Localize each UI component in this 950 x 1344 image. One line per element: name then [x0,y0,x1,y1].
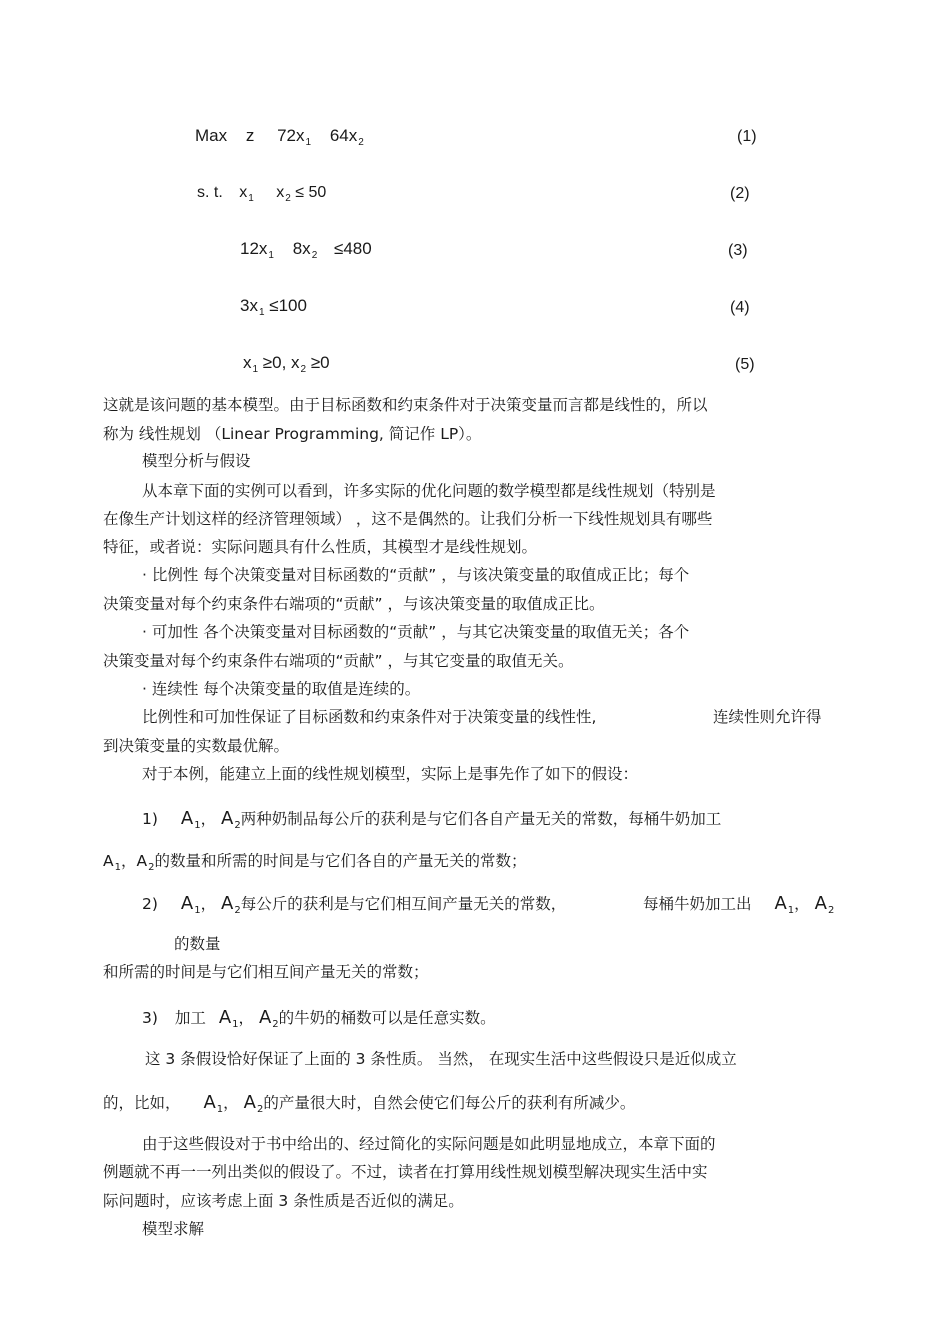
paragraph-line: 特征，或者说：实际问题具有什么性质，其模型才是线性规划。 [103,538,538,556]
constraint-3: $3x_1 \le 100$ [240,296,307,318]
paragraph-line: 由于这些假设对于书中给出的、经过简化的实际问题是如此明显地成立，本章下面的 [142,1135,716,1153]
bullet-proportionality: · 比例性 每个决策变量对目标函数的“贡献” ，与该决策变量的取值成正比；每个 [142,566,690,584]
equation-number-4: (4) [730,299,750,316]
constraint-1: s. t. $x_1$ $x_2 \le 50$ [197,184,327,204]
paragraph-line: 比例性和可加性保证了目标函数和约束条件对于决策变量的线性性, [142,708,597,726]
equation-number-2: (2) [730,185,750,202]
section-heading: 模型分析与假设 [142,452,251,470]
paragraph-line: 际问题时，应该考虑上面 3 条性质是否近似的满足。 [103,1192,464,1210]
paragraph-line: 这 3 条假设恰好保证了上面的 3 条性质。 当然， 在现实生活中这些假设只是近似成立 [145,1050,737,1068]
assumption-3: 3) 加工 $A_1$， $A_2$的牛奶的桶数可以是任意实数。 [142,1007,496,1030]
term-2: $64x_2$ [329,126,364,148]
equation-number-1: (1) [737,128,757,145]
term-1: $72x_1$ [277,126,312,148]
equation-number-3: (3) [728,242,748,259]
assumption-1-cont: $A_1$，$A_2$的数量和所需的时间是与它们各自的产量无关的常数； [103,852,527,873]
assumption-2-tail: 每桶牛奶加工出 $A_1$， $A_2$ [643,893,835,916]
z-symbol: z [245,126,255,145]
paragraph-line: 这就是该问题的基本模型。由于目标函数和约束条件对于决策变量而言都是线性的，所以 [103,396,708,414]
constraint-4: $x_1 \ge 0$, $x_2 \ge 0$ [243,353,330,375]
paragraph-line: 决策变量对每个约束条件右端项的“贡献” ，与其它变量的取值无关。 [103,652,574,670]
paragraph-line: 在像生产计划这样的经济管理领域） ，这不是偶然的。让我们分析一下线性规划具有哪些 [103,510,713,528]
paragraph-line: 决策变量对每个约束条件右端项的“贡献” ，与该决策变量的取值成正比。 [103,595,605,613]
bullet-additivity: · 可加性 各个决策变量对目标函数的“贡献” ，与其它决策变量的取值无关；各个 [142,623,690,641]
paragraph-line: 例题就不再一一列出类似的假设了。不过，读者在打算用线性规划模型解决现实生活中实 [103,1163,708,1181]
paragraph-line: 对于本例，能建立上面的线性规划模型，实际上是事先作了如下的假设： [142,765,639,783]
assumption-2: 2) $A_1$， $A_2$每公斤的获利是与它们相互间产量无关的常数， [142,893,567,916]
paragraph-line: 到决策变量的实数最优解。 [103,737,290,755]
paragraph-line: 和所需的时间是与它们相互间产量无关的常数； [103,963,429,981]
assumption-1: 1) $A_1$， $A_2$两种奶制品每公斤的获利是与它们各自产量无关的常数，每桶牛奶加工 [142,808,722,831]
objective-function [195,126,364,153]
paragraph-line: 从本章下面的实例可以看到，许多实际的优化问题的数学模型都是线性规划（特别是 [142,482,716,500]
st-label: s. t. [197,184,223,201]
paragraph-line: 连续性则允许得 [713,708,822,726]
paragraph-line: 的数量 [174,935,221,953]
bullet-continuity: · 连续性 每个决策变量的取值是连续的。 [142,680,421,698]
max-label: Max [195,126,228,145]
paragraph-line: 的，比如， $A_1$， $A_2$的产量很大时，自然会使它们每公斤的获利有所减少。 [103,1092,636,1115]
paragraph-line: 称为 线性规划 （Linear Programming, 简记作 LP）。 [103,425,482,443]
section-heading: 模型求解 [142,1220,205,1238]
constraint-2: $12x_1$ $8x_2 \le 480$ [240,239,372,261]
equation-number-5: (5) [735,356,755,373]
